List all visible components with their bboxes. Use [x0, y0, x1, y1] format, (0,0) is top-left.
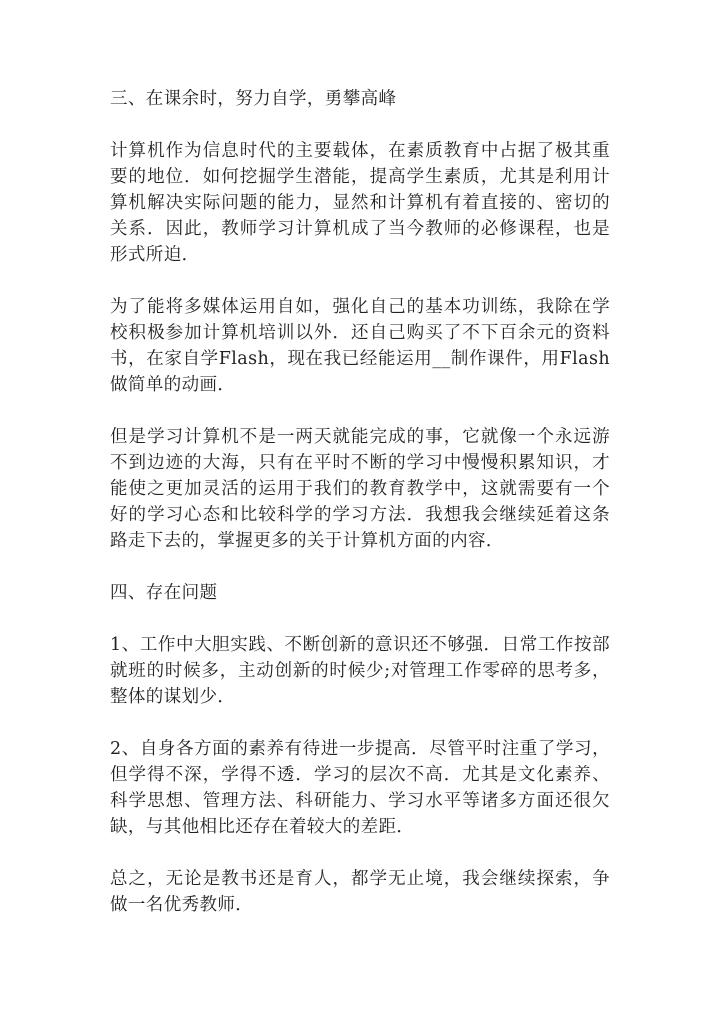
problem-item-2: 2、自身各方面的素养有待进一步提高．尽管平时注重了学习，但学得不深，学得不透．学习的层次不高．尤其是文化素养、科学思想、管理方法、科研能力、学习水平等诸多方面还很欠缺，与其他相比还存在着较大的差距．: [110, 739, 610, 837]
document-body: [110, 86, 610, 944]
section-heading-three: 三、在课余时，努力自学，勇攀高峰: [110, 89, 397, 109]
paragraph-conclusion: 总之，无论是教书还是育人，都学无止境，我会继续探索，争做一名优秀教师．: [110, 869, 610, 915]
problem-item-1: 1、工作中大胆实践、不断创新的意识还不够强．日常工作按部就班的时候多，主动创新的时候少;对管理工作零碎的思考多，整体的谋划少．: [110, 635, 610, 707]
paragraph-continuous-learning: 但是学习计算机不是一两天就能完成的事，它就像一个永远游不到边迹的大海，只有在平时不断的学习中慢慢积累知识，才能使之更加灵活的运用于我们的教育教学中，这就需要有一个好的学习心态和比较科学的学习方法．我想我会继续延着这条路走下去的，掌握更多的关于计算机方面的内容．: [110, 427, 610, 551]
paragraph-computer-importance: 计算机作为信息时代的主要载体，在素质教育中占据了极其重要的地位．如何挖掘学生潜能，提高学生素质，尤其是利用计算机解决实际问题的能力，显然和计算机有着直接的、密切的关系．因此，教师学习计算机成了当今教师的必修课程，也是形式所迫．: [110, 141, 610, 265]
paragraph-multimedia-self-study: 为了能将多媒体运用自如，强化自己的基本功训练，我除在学校积极参加计算机培训以外．还自己购买了不下百余元的资料书，在家自学Flash，现在我已经能运用__制作课件，用Flash做简单的动画．: [110, 297, 610, 395]
section-heading-four: 四、存在问题: [110, 583, 218, 603]
